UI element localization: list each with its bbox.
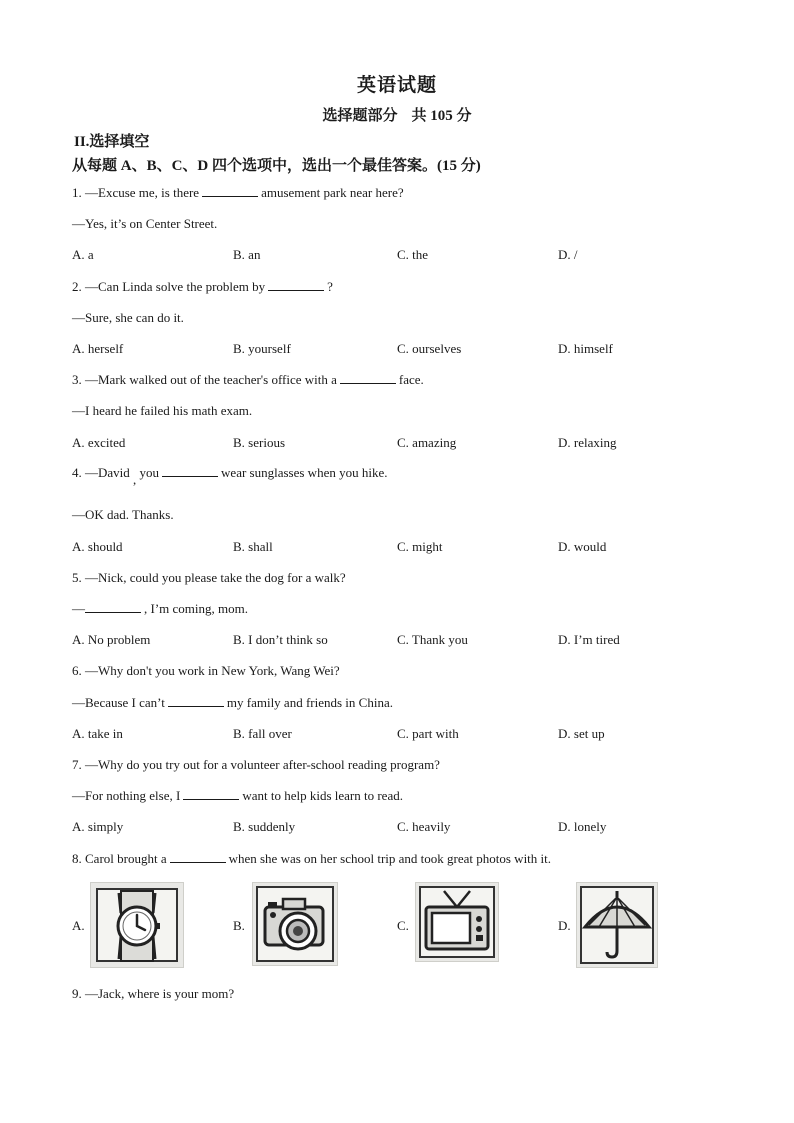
question-2-reply: —Sure, she can do it. [72, 310, 184, 325]
question-4-prompt: 4. —David , you wear sunglasses when you hike. [72, 465, 388, 487]
option-a[interactable]: A. a [72, 247, 94, 262]
question-number: 4. [72, 465, 82, 480]
question-number: 9. [72, 986, 82, 1001]
option-d[interactable]: D. lonely [558, 819, 607, 834]
question-7-prompt: 7. —Why do you try out for a volunteer after-school reading program? [72, 757, 440, 772]
question-8-prompt: 8. Carol brought a when she was on her school trip and took great photos with it. [72, 851, 552, 866]
option-b[interactable]: B. yourself [233, 341, 291, 356]
question-4-options [72, 539, 722, 557]
question-2-prompt: 2. —Can Linda solve the problem by ? [72, 279, 333, 294]
option-b[interactable]: B. an [233, 247, 261, 262]
subtitle-part: 选择题部分 [322, 108, 398, 124]
option-c[interactable]: C. the [397, 247, 429, 262]
option-b[interactable]: B. fall over [233, 726, 292, 741]
question-5-options [72, 632, 722, 650]
option-d[interactable]: D. I’m tired [558, 632, 620, 647]
option-c[interactable]: C. part with [397, 726, 459, 741]
question-1-options [72, 247, 722, 265]
question-9-prompt: 9. —Jack, where is your mom? [72, 986, 235, 1001]
camera-icon [253, 883, 337, 965]
question-7-options [72, 819, 722, 837]
question-3-reply: —I heard he failed his math exam. [72, 403, 253, 418]
option-c[interactable]: C. amazing [397, 435, 457, 450]
umbrella-icon [577, 883, 657, 967]
option-c[interactable]: C. heavily [397, 819, 451, 834]
option-c[interactable]: C. Thank you [397, 632, 468, 647]
option-a[interactable]: A. take in [72, 726, 123, 741]
option-d[interactable]: D. himself [558, 341, 613, 356]
question-number: 7. [72, 757, 82, 772]
answer-blank [162, 465, 218, 477]
question-5-reply: — , I’m coming, mom. [72, 601, 248, 616]
question-4-reply: —OK dad. Thanks. [72, 507, 174, 522]
watch-icon [91, 883, 183, 967]
answer-blank [340, 372, 396, 384]
option-b[interactable]: B. serious [233, 435, 285, 450]
option-b[interactable]: B. I don’t think so [233, 632, 328, 647]
question-number: 6. [72, 663, 82, 678]
page-title: 英语试题 [356, 75, 437, 96]
question-2-options [72, 341, 722, 359]
option-c[interactable]: C. might [397, 539, 443, 554]
section-instruction: 从每题 A、B、C、D 四个选项中，选出一个最佳答案。(15 分) [72, 158, 481, 174]
question-6-prompt: 6. —Why don't you work in New York, Wang Wei? [72, 663, 340, 678]
option-b[interactable]: B. shall [233, 539, 273, 554]
question-number: 2. [72, 279, 82, 294]
question-6-reply: —Because I can’t my family and friends in China. [72, 695, 393, 710]
question-3-prompt: 3. —Mark walked out of the teacher's office with a face. [72, 372, 424, 387]
question-8-image-options [72, 882, 722, 972]
answer-blank [168, 695, 224, 707]
option-label: A. [72, 918, 85, 933]
question-number: 5. [72, 570, 82, 585]
option-label: D. [558, 918, 571, 933]
question-1-prompt: 1. —Excuse me, is there amusement park near here? [72, 185, 404, 200]
question-number: 3. [72, 372, 82, 387]
page-subtitle [0, 104, 794, 125]
answer-blank [202, 185, 258, 197]
option-label: C. [397, 918, 409, 933]
option-a[interactable]: A. excited [72, 435, 126, 450]
answer-blank [183, 788, 239, 800]
option-c[interactable]: C. ourselves [397, 341, 462, 356]
question-1-reply: —Yes, it’s on Center Street. [72, 216, 218, 231]
option-a[interactable]: A. herself [72, 341, 124, 356]
answer-blank [268, 279, 324, 291]
question-number: 1. [72, 185, 82, 200]
option-d[interactable]: D. relaxing [558, 435, 617, 450]
question-3-options [72, 435, 722, 453]
tv-icon [416, 883, 498, 961]
answer-blank [170, 851, 226, 863]
option-d[interactable]: D. set up [558, 726, 605, 741]
option-b[interactable]: B. suddenly [233, 819, 296, 834]
option-d[interactable]: D. would [558, 539, 607, 554]
question-number: 8. [72, 851, 82, 866]
subtitle-total: 共 105 分 [411, 108, 472, 124]
option-a[interactable]: A. No problem [72, 632, 151, 647]
section-heading: II.选择填空 [74, 134, 150, 150]
option-a[interactable]: A. simply [72, 819, 124, 834]
answer-blank [85, 601, 141, 613]
question-5-prompt: 5. —Nick, could you please take the dog for a walk? [72, 570, 346, 585]
option-d[interactable]: D. / [558, 247, 578, 262]
question-7-reply: —For nothing else, I want to help kids learn to read. [72, 788, 403, 803]
option-label: B. [233, 918, 245, 933]
question-6-options [72, 726, 722, 744]
option-a[interactable]: A. should [72, 539, 123, 554]
